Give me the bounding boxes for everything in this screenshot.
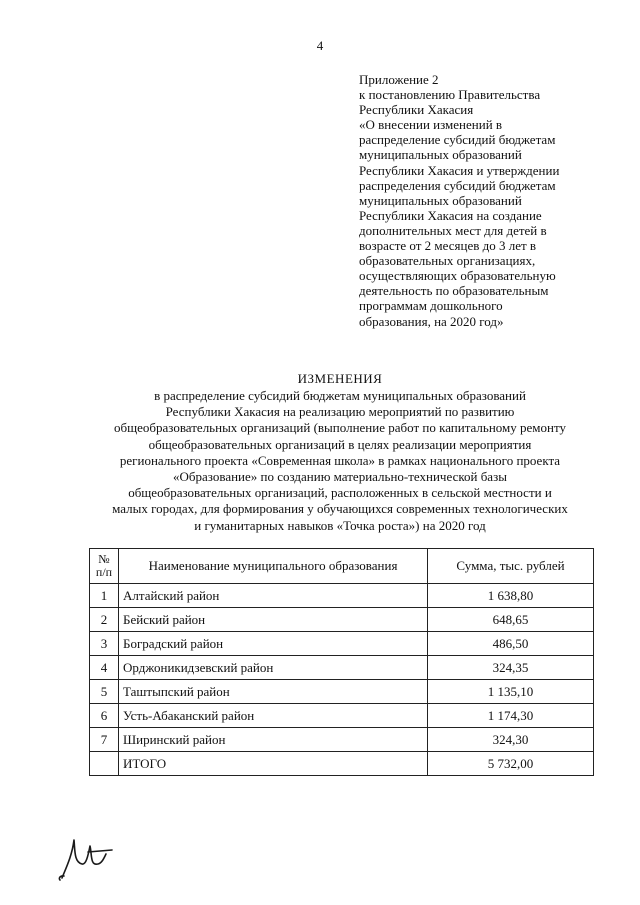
- document-subtitle: [80, 388, 600, 534]
- appendix-line: муниципальных образований: [359, 192, 522, 208]
- appendix-line: «О внесении изменений в: [359, 117, 503, 133]
- appendix-line: Республики Хакасия и утверждении: [359, 162, 560, 178]
- row-number: 3: [90, 632, 119, 656]
- total-sum: 5 732,00: [428, 752, 594, 776]
- appendix-line: программам дошкольного: [359, 298, 503, 314]
- row-number: 2: [90, 608, 119, 632]
- appendix-line: образовательных организациях,: [359, 253, 536, 269]
- appendix-line: дополнительных мест для детей в: [359, 222, 547, 238]
- subtitle-line: общеобразовательных организаций, расположенных в сельской местности и: [128, 485, 552, 501]
- header-name: Наименование муниципального образования: [119, 549, 428, 584]
- appendix-line: осуществляющих образовательную: [359, 268, 556, 284]
- row-name: Ширинский район: [119, 728, 428, 752]
- handwritten-signature: [52, 828, 122, 883]
- row-number: 7: [90, 728, 119, 752]
- row-number: 1: [90, 584, 119, 608]
- subtitle-line: Республики Хакасия на реализацию мероприятий по развитию: [165, 404, 515, 420]
- subtitle-line: общеобразовательных организаций (выполнение работ по капитальному ремонту: [114, 420, 566, 436]
- row-sum: 1 174,30: [428, 704, 594, 728]
- subtitle-line: общеобразовательных организаций в целях реализации мероприятия: [148, 436, 532, 452]
- appendix-line: Приложение 2: [359, 72, 439, 87]
- header-sum: Сумма, тыс. рублей: [428, 549, 594, 584]
- table-row: [90, 704, 594, 728]
- table-row: [90, 632, 594, 656]
- appendix-line: муниципальных образований: [359, 147, 522, 163]
- table-row: [90, 656, 594, 680]
- row-sum: 1 135,10: [428, 680, 594, 704]
- table-header-row: [90, 549, 594, 584]
- table-total-row: [90, 752, 594, 776]
- subtitle-line: регионального проекта «Современная школа» в рамках национального проекта: [119, 452, 561, 468]
- row-number: 4: [90, 656, 119, 680]
- appendix-line: возрасте от 2 месяцев до 3 лет в: [359, 238, 537, 254]
- appendix-line: к постановлению Правительства: [359, 87, 541, 103]
- table-row: [90, 728, 594, 752]
- row-number: 6: [90, 704, 119, 728]
- document-title: ИЗМЕНЕНИЯ: [297, 371, 383, 386]
- row-name: Орджоникидзевский район: [119, 656, 428, 680]
- table-row: [90, 680, 594, 704]
- row-sum: 324,30: [428, 728, 594, 752]
- page-number: 4: [316, 38, 324, 53]
- total-number: [90, 752, 119, 776]
- row-sum: 486,50: [428, 632, 594, 656]
- appendix-line: Республики Хакасия: [359, 102, 474, 118]
- header-number-line2: п/п: [95, 565, 113, 579]
- row-sum: 324,35: [428, 656, 594, 680]
- row-name: Бейский район: [119, 608, 428, 632]
- subtitle-line: «Образование» по созданию материально-технической базы: [173, 469, 507, 485]
- row-name: Таштыпский район: [119, 680, 428, 704]
- table-row: [90, 608, 594, 632]
- header-number-line1: №: [98, 552, 110, 566]
- row-name: Боградский район: [119, 632, 428, 656]
- appendix-line: образования, на 2020 год»: [359, 313, 504, 329]
- appendix-line: распределения субсидий бюджетам: [359, 177, 556, 193]
- subsidy-table: [89, 548, 594, 776]
- total-label: ИТОГО: [119, 752, 428, 776]
- row-sum: 648,65: [428, 608, 594, 632]
- signature-stroke: [59, 840, 112, 880]
- row-name: Усть-Абаканский район: [119, 704, 428, 728]
- appendix-line: деятельность по образовательным: [359, 283, 549, 299]
- subtitle-line: и гуманитарных навыков «Точка роста») на 2020 год: [194, 517, 486, 533]
- row-sum: 1 638,80: [428, 584, 594, 608]
- subtitle-line: малых городах, для формирования у обучающихся современных технологических: [112, 501, 568, 517]
- row-name: Алтайский район: [119, 584, 428, 608]
- appendix-line: распределение субсидий бюджетам: [359, 132, 556, 148]
- header-number: [90, 549, 119, 584]
- table-row: [90, 584, 594, 608]
- appendix-block: [359, 72, 609, 329]
- row-number: 5: [90, 680, 119, 704]
- subtitle-line: в распределение субсидий бюджетам муниципальных образований: [154, 388, 526, 403]
- appendix-line: Республики Хакасия на создание: [359, 207, 542, 223]
